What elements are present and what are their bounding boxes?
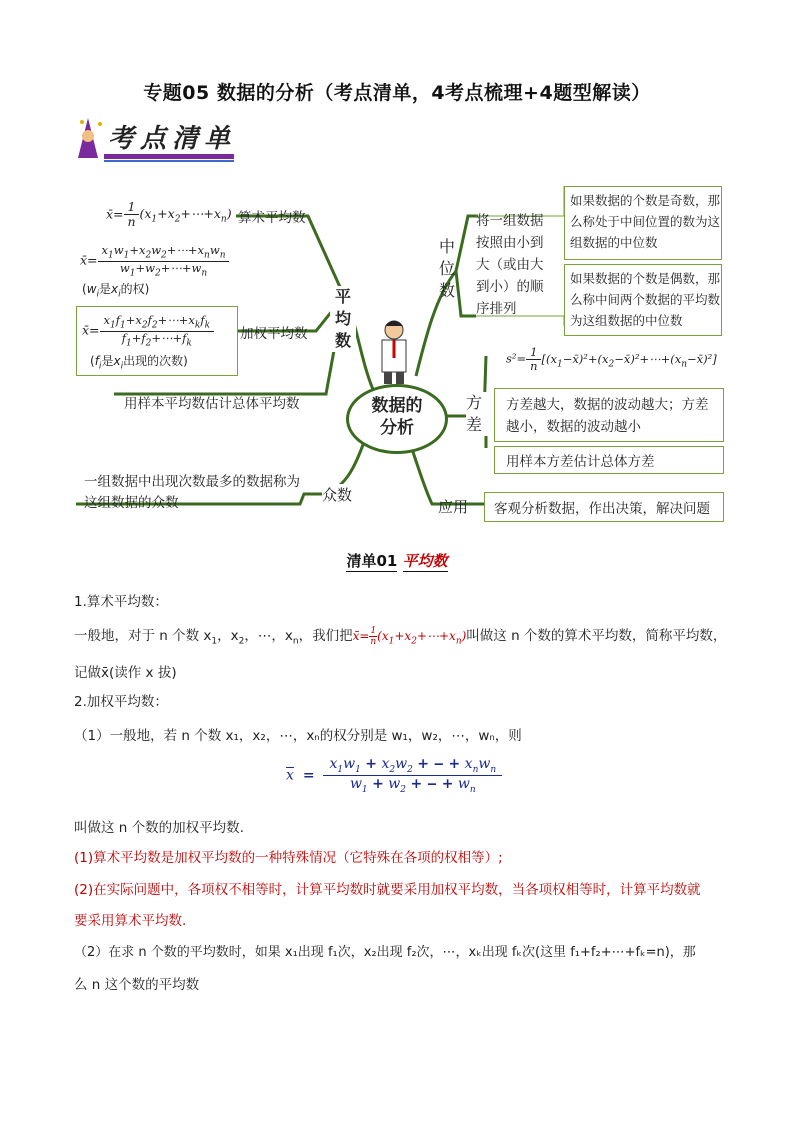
center-node: [346, 384, 448, 454]
para-arith-a: 一般地，对于 n 个数 x: [74, 628, 212, 644]
section-heading: [0, 550, 794, 571]
weighted-note-2: ($f_i$是$x_i$出现的次数): [90, 354, 188, 372]
para-arith-b: ，我们把: [298, 628, 353, 644]
center-label: 数据的分析: [371, 396, 423, 438]
variance-formula: s²= $\frac{1}{n}$ $[(x_1-x̄)^2+(x_2-x̄)^2+\cdots+(x_n-x̄)^2]$: [506, 345, 717, 374]
weighted-formula-2: x̄= $\frac{x_1f_1+x_2f_2+\cdots+x_kf_k}{f_1+f_2+\cdots+f_k}$: [82, 314, 214, 348]
application-label: 应用: [438, 498, 469, 516]
median-desc: 将一组数据按照由小到大（或由大到小）的顺序排列: [476, 213, 544, 317]
logo-text: 考点清单: [108, 124, 237, 154]
note-1: (1)算术平均数是加权平均数的一种特殊情况（它特殊在各项的权相等）;: [74, 850, 503, 866]
para-weighted-1: （1）一般地，若 n 个数 x₁，x₂，⋯，xₙ的权分别是 w₁，w₂，⋯，wₙ，则: [74, 728, 522, 744]
mean-branch-label: 平均数: [330, 286, 356, 352]
sample-mean-estimate: 用样本平均数估计总体平均数: [124, 396, 300, 412]
para-arith-notation: 记做x̄(读作 x 拔): [74, 665, 177, 681]
mode-desc: 一组数据中出现次数最多的数据称为这组数据的众数: [84, 474, 300, 511]
para-weighted-2: 叫做这 n 个数的加权平均数.: [74, 820, 244, 836]
variance-label: 方差: [466, 392, 488, 436]
arith-label: 算术平均数: [238, 210, 306, 226]
arith-formula: x̄= $\frac{1}{n}$ $(x_1+x_2+\cdots+x_n)$: [106, 199, 232, 230]
para-frequency-a: （2）在求 n 个数的平均数时，如果 x₁出现 f₁次，x₂出现 f₂次，⋯，xₖ出现 fₖ次(这里 f₁+f₂+⋯+fₖ=n)，那: [74, 945, 696, 960]
section-name: 平均数: [402, 552, 448, 570]
note-2a: (2)在实际问题中，各项权不相等时，计算平均数时就要采用加权平均数，当各项权相等时，计算平均数就: [74, 882, 701, 898]
section-prefix: 清单01: [346, 552, 398, 570]
para-frequency-b: 么 n 这个数的平均数: [74, 977, 200, 993]
page-title: 专题05 数据的分析（考点清单，4考点梳理+4题型解读）: [143, 82, 651, 104]
variance-estimate: 用样本方差估计总体方差: [506, 454, 655, 470]
note-2b: 要采用算术平均数.: [74, 913, 187, 929]
weighted-formula-1: x̄= $\frac{x_1w_1+x_2w_2+\cdots+x_nw_n}{w_1+w_2+\cdots+w_n}$: [80, 244, 229, 278]
heading-weighted: 2.加权平均数：: [74, 694, 168, 710]
kaodian-logo: [74, 114, 244, 166]
median-odd: 如果数据的个数是奇数，那么称处于中间位置的数为这组数据的中位数: [570, 193, 721, 250]
weighted-note-1: ($w_i$是$x_i$的权): [82, 282, 150, 300]
mode-label: 众数: [322, 486, 353, 504]
teacher-figure-icon: [372, 318, 416, 384]
weighted-label: 加权平均数: [240, 326, 308, 342]
para-arith-c: 叫做这 n 个数的算术平均数，简称平均数，: [466, 628, 727, 644]
median-even: 如果数据的个数是偶数，那么称中间两个数据的平均数为这组数据的中位数: [570, 271, 721, 328]
heading-arith: 1.算术平均数：: [74, 594, 168, 610]
median-label: 中位数: [438, 237, 455, 300]
weighted-mean-formula: $\overline{x}$ = $\frac{x_1w_1 + x_2w_2 + ‒ + x_nw_n}{w_1 + w_2 + ‒ + w_n}$: [286, 756, 502, 795]
variance-desc: 方差越大，数据的波动越大；方差越小，数据的波动越小: [506, 397, 709, 435]
mindmap: [76, 186, 726, 526]
para-arith: 一般地，对于 n 个数 $x_1$，$x_2$，⋯，$x_n$，我们把x̄= $\frac{1}{n}$ $(x_1+x_2+\cdots+x_n)$叫做这 n 个数的算术平均数，简称平均数，: [74, 625, 727, 647]
application-desc: 客观分析数据，作出决策，解决问题: [494, 501, 710, 517]
